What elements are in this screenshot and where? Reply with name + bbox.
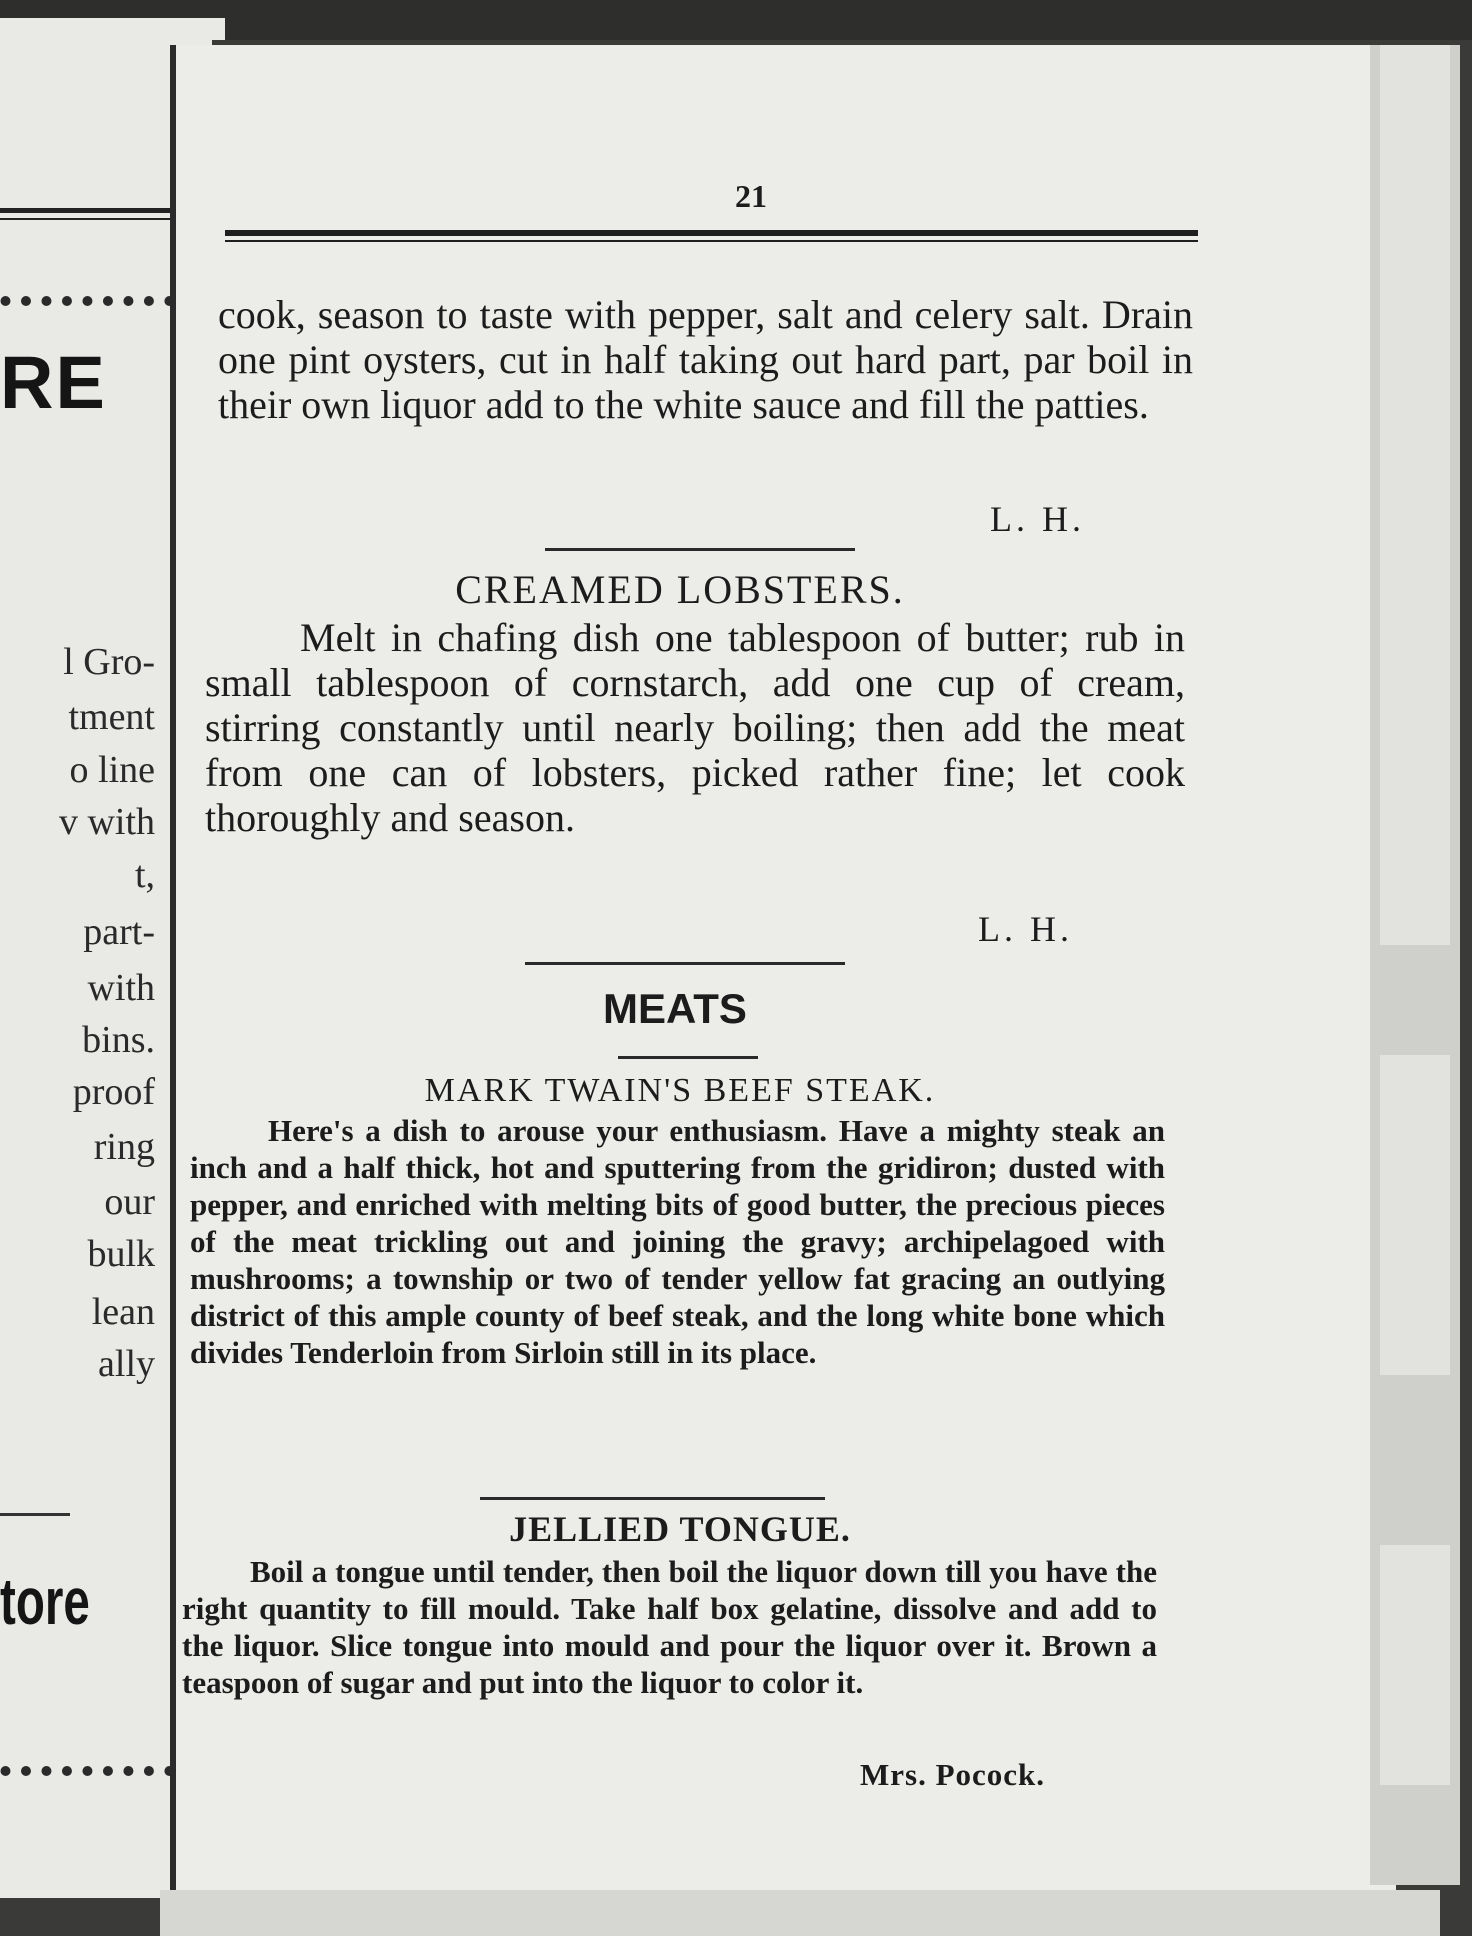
torn-edge-lower	[1380, 1545, 1450, 1785]
ad-text-fragment: tment	[68, 696, 155, 738]
header-rule-thin	[225, 240, 1198, 242]
divider-rule	[545, 548, 855, 551]
recipe-title: JELLIED TONGUE.	[509, 1509, 851, 1549]
torn-page-edge	[1370, 45, 1460, 1885]
ad-divider	[0, 1513, 70, 1516]
header-rule	[225, 230, 1198, 236]
continued-recipe-text: cook, season to taste with pepper, salt and celery salt. Drain one pint oysters, cut in half taking out hard part, par boil in their own liquor add to the white sauce and fill the patties.	[218, 292, 1193, 427]
jellied-tongue-signature: Mrs. Pocock.	[860, 1757, 1046, 1792]
ad-text-fragment: part-	[83, 911, 155, 953]
ad-heading-fragment: RE	[0, 341, 107, 424]
ad-text-fragment: proof	[72, 1071, 155, 1113]
ad-text-fragment: ally	[98, 1343, 155, 1385]
page-bottom-edge	[160, 1890, 1440, 1936]
beef-steak-text: Here's a dish to arouse your enthusiasm. Have a mighty steak an inch and a half thick, hot and sputtering from the gridiron; dusted with pepper, and enriched with melting bits of good butter, the precious pieces of the meat trickling out and joining the gravy; archipelagoed with mushrooms; a township or two of tender yellow fat gracing an outlying district of this ample county of beef steak, and the long white bone which divides Tenderloin from Sirloin still in its place.	[190, 1113, 1165, 1370]
ad-text-fragment: bulk	[87, 1233, 155, 1275]
ad-text-fragment: t,	[134, 854, 155, 896]
jellied-tongue-text: Boil a tongue until tender, then boil the liquor down till you have the right quantity to fill mould. Take half box gelatine, dissolve and add to the liquor. Slice tongue into mould and pour the liquor over it. Brown a teaspoon of sugar and put into the liquor to color it.	[182, 1554, 1157, 1700]
torn-edge-upper	[1380, 45, 1450, 945]
ad-text-fragment: our	[104, 1181, 155, 1223]
recipe-title: CREAMED LOBSTERS.	[455, 567, 905, 612]
page-number: 21	[735, 178, 767, 214]
section-title: MEATS	[603, 985, 747, 1032]
recipe-title: MARK TWAIN'S BEEF STEAK.	[424, 1072, 936, 1109]
continued-recipe-signature: L. H.	[990, 499, 1085, 539]
divider-rule	[525, 962, 845, 965]
creamed-lobsters-text: Melt in chafing dish one tablespoon of butter; rub in small tablespoon of cornstarch, add one cup of cream, stirring constantly until nearly boiling; then add the meat from one can of lobsters, picked rather fine; let cook thoroughly and season.	[205, 615, 1185, 840]
creamed-lobsters-signature: L. H.	[978, 909, 1073, 949]
torn-edge-middle	[1380, 1055, 1450, 1375]
ad-text-fragment: v with	[58, 801, 155, 843]
ad-store-fragment: tore	[0, 1564, 90, 1638]
ad-text-fragment: with	[87, 967, 155, 1009]
ad-text-fragment: l Gro-	[63, 641, 155, 683]
ad-text-fragment: lean	[91, 1291, 155, 1333]
ad-text-fragment: ring	[93, 1126, 155, 1168]
ad-text-fragment: o line	[69, 749, 155, 791]
section-underline	[618, 1056, 758, 1059]
divider-rule	[480, 1497, 825, 1500]
ad-text-fragment: bins.	[82, 1019, 155, 1061]
